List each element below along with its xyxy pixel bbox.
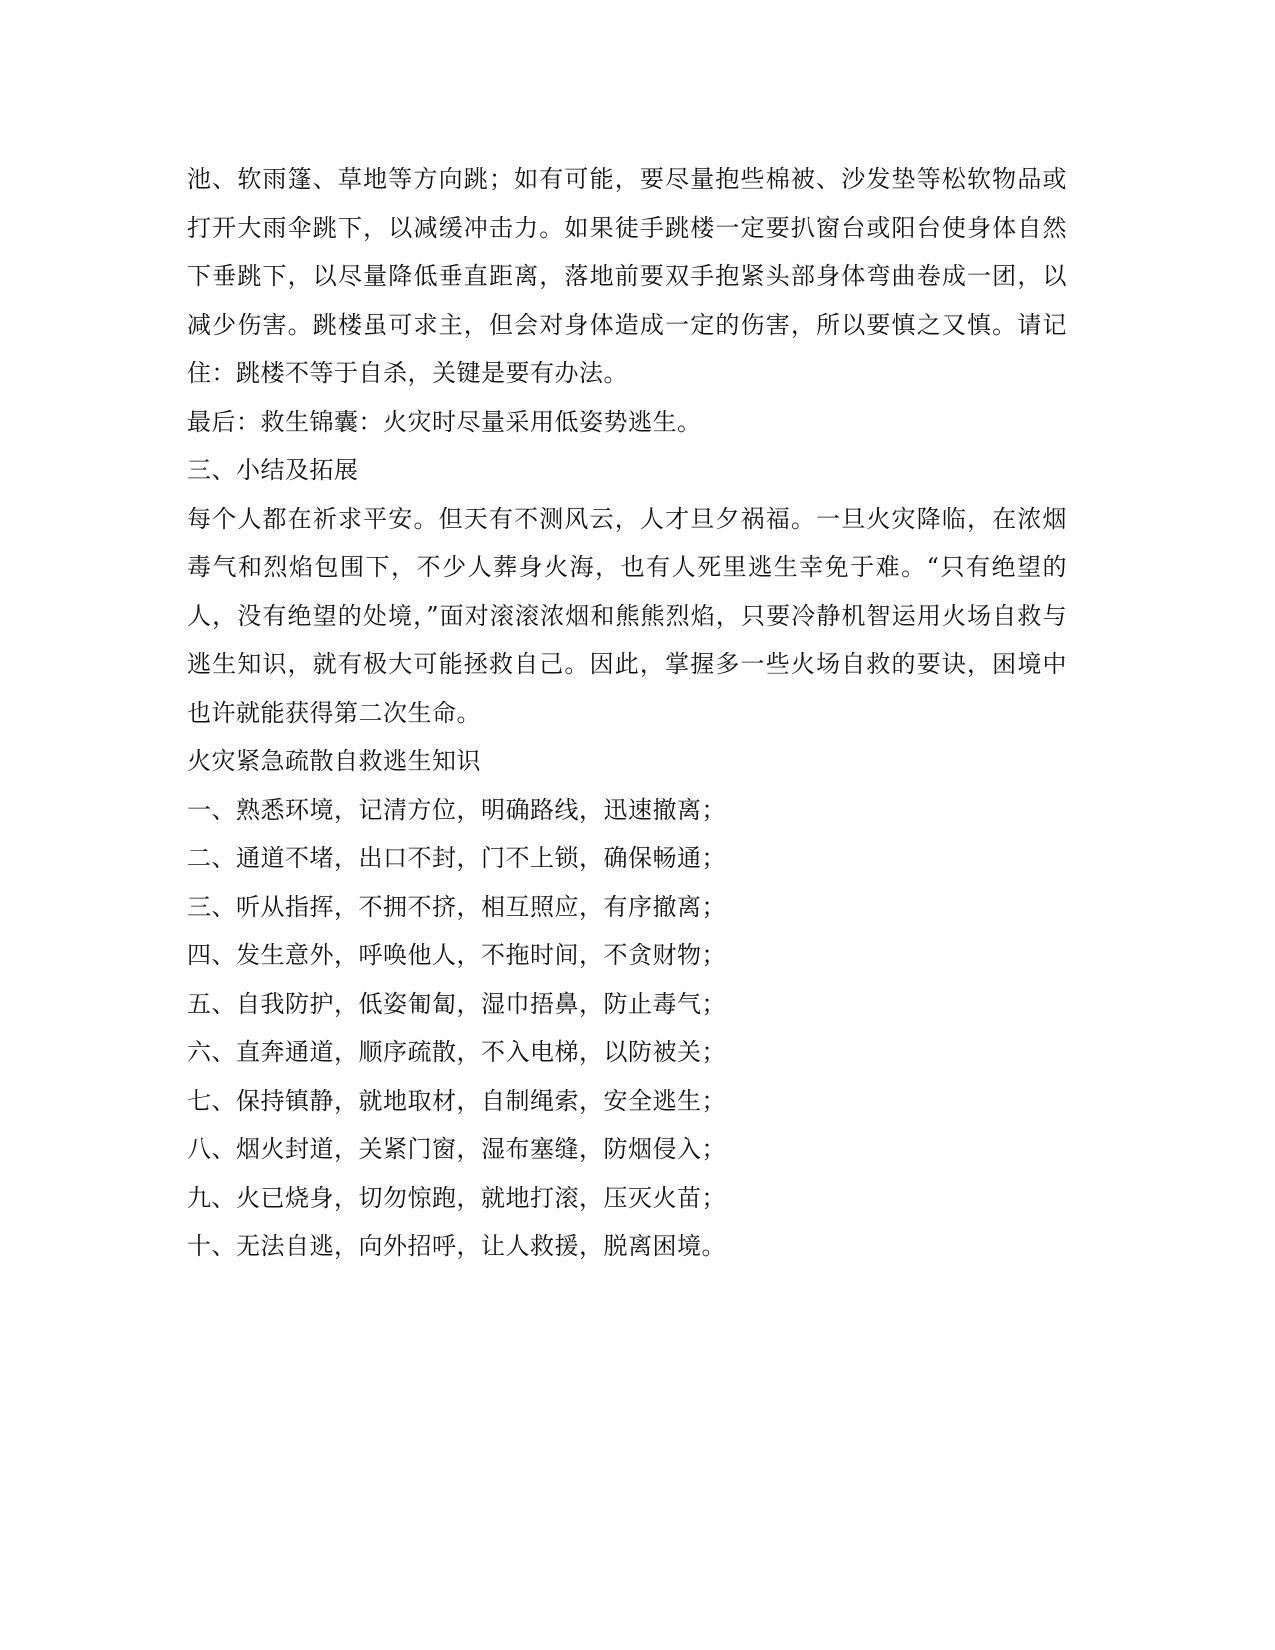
- list-item: 八、烟火封道，关紧门窗，湿布塞缝，防烟侵入；: [187, 1135, 726, 1163]
- list-item: 二、通道不堵，出口不封，门不上锁，确保畅通；: [187, 844, 726, 872]
- list-item: 四、发生意外，呼唤他人，不拖时间，不贪财物；: [187, 941, 726, 969]
- section-heading-summary: 三、小结及拓展: [187, 456, 359, 484]
- list-item: 五、自我防护，低姿匍匐，湿巾捂鼻，防止毒气；: [187, 989, 726, 1018]
- document-page: [187, 155, 1067, 1271]
- list-item: 一、熟悉环境，记清方位，明确路线，迅速撤离；: [187, 795, 726, 824]
- paragraph-summary: 每个人都在祈求平安。但天有不测风云，人才旦夕祸福。一旦火灾降临，在浓烟毒气和烈焰包围下，不少人葬身火海，也有人死里逃生幸免于难。“只有绝望的人，没有绝望的处境，”面对滚滚浓烟和熊熊烈焰，只要冷静机智运用火场自救与逃生知识，就有极大可能拯救自己。因此，掌握多一些火场自救的要诀，困境中也许就能获得第二次生命。: [187, 504, 1067, 727]
- list-title: 火灾紧急疏散自救逃生知识: [187, 747, 481, 775]
- list-item: 九、火已烧身，切勿惊跑，就地打滚，压灭火苗；: [187, 1183, 726, 1212]
- paragraph-final-tip: 最后：救生锦囊：火灾时尽量采用低姿势逃生。: [187, 407, 702, 436]
- paragraph-jump-advice: 池、软雨篷、草地等方向跳；如有可能，要尽量抱些棉被、沙发垫等松软物品或打开大雨伞跳下，以减缓冲击力。如果徒手跳楼一定要扒窗台或阳台使身体自然下垂跳下，以尽量降低垂直距离，落地前要双手抱紧头部身体弯曲卷成一团，以减少伤害。跳楼虽可求主，但会对身体造成一定的伤害，所以要慎之又慎。请记住：跳楼不等于自杀，关键是要有办法。: [187, 165, 1067, 387]
- list-item: 三、听从指挥，不拥不挤，相互照应，有序撤离；: [187, 892, 726, 921]
- list-item: 六、直奔通道，顺序疏散，不入电梯，以防被关；: [187, 1038, 726, 1066]
- list-item: 七、保持镇静，就地取材，自制绳索，安全逃生；: [187, 1086, 726, 1115]
- list-item: 十、无法自逃，向外招呼，让人救援，脱离困境。: [187, 1232, 726, 1260]
